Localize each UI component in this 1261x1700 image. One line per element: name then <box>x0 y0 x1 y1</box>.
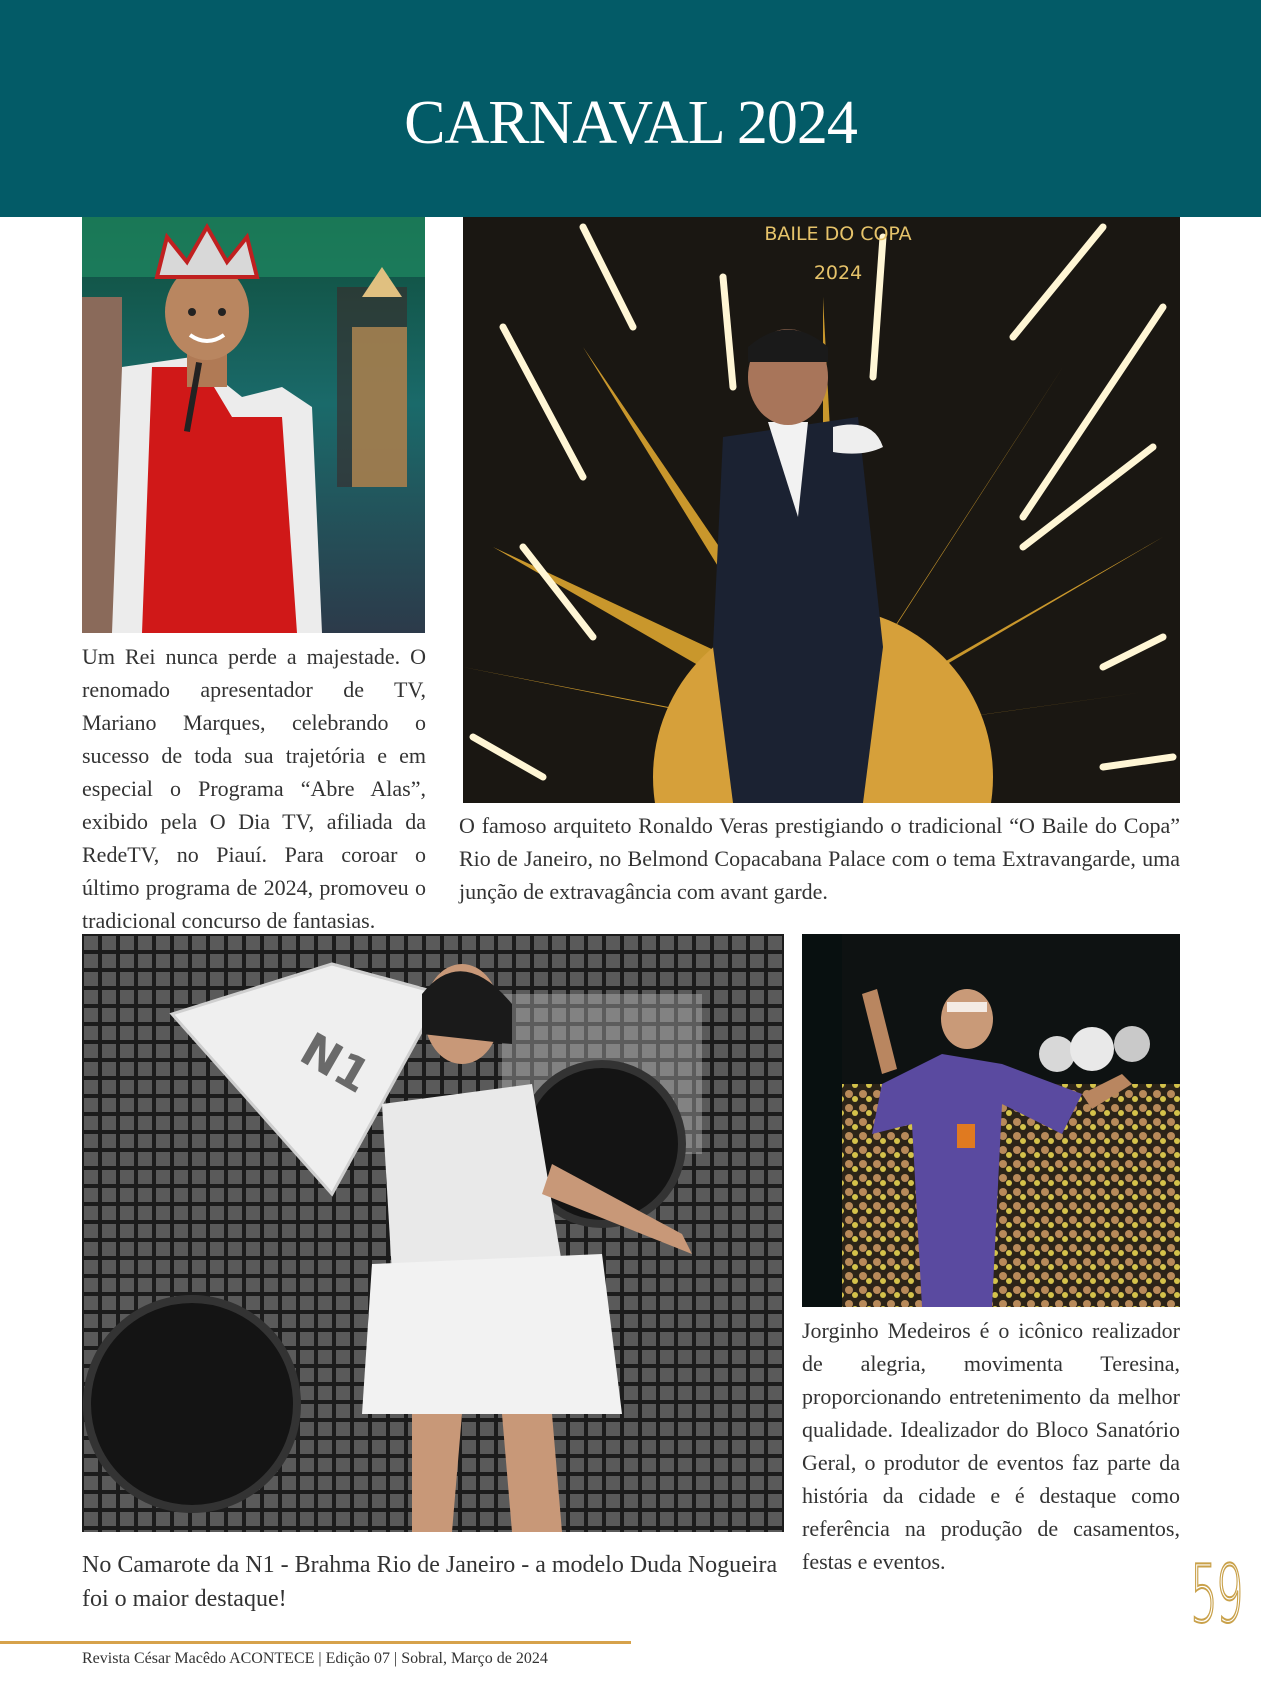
caption-duda: No Camarote da N1 - Brahma Rio de Janeiro - a modelo Duda Nogueira foi o maior destaque! <box>82 1552 778 1612</box>
page-number: 59 <box>1190 1548 1242 1641</box>
footer-text: Revista César Macêdo ACONTECE | Edição 07 | Sobral, Março de 2024 <box>82 1650 548 1667</box>
fan-text: N1 <box>291 1021 380 1104</box>
page-header <box>0 0 1261 217</box>
page-title: CARNAVAL 2024 <box>404 89 857 157</box>
photo-baile-do-copa <box>463 217 1180 803</box>
photo-king-costume <box>82 217 425 633</box>
caption-ronaldo: O famoso arquiteto Ronaldo Veras prestigiando o tradicional “O Baile do Copa” Rio de Janeiro, no Belmond Copacabana Palace com o tema Extravangarde, uma junção de extravagância com avant garde. <box>459 813 1180 904</box>
photo-duda-nogueira <box>82 934 784 1532</box>
photo-jorginho-medeiros <box>802 934 1180 1307</box>
caption-mariano: Um Rei nunca perde a majestade. O renomado apresentador de TV, Mariano Marques, celebrando o sucesso de toda sua trajetória e em especial o Programa “Abre Alas”, exibido pela O Dia TV, afiliada da RedeTV, no Piauí. Para coroar o último programa de 2024, promoveu o tradicional concurso de fantasias. <box>82 644 426 933</box>
caption-jorginho: Jorginho Medeiros é o icônico realizador de alegria, movimenta Teresina, proporcionando entretenimento da melhor qualidade. Idealizador do Bloco Sanatório Geral, o produtor de eventos faz parte da história da cidade e é destaque como referência na produção de casamentos, festas e eventos. <box>802 1318 1180 1574</box>
sign-line-1: BAILE DO COPA <box>764 223 912 245</box>
footer-rule <box>0 1641 631 1644</box>
sign-line-2: 2024 <box>813 262 863 284</box>
